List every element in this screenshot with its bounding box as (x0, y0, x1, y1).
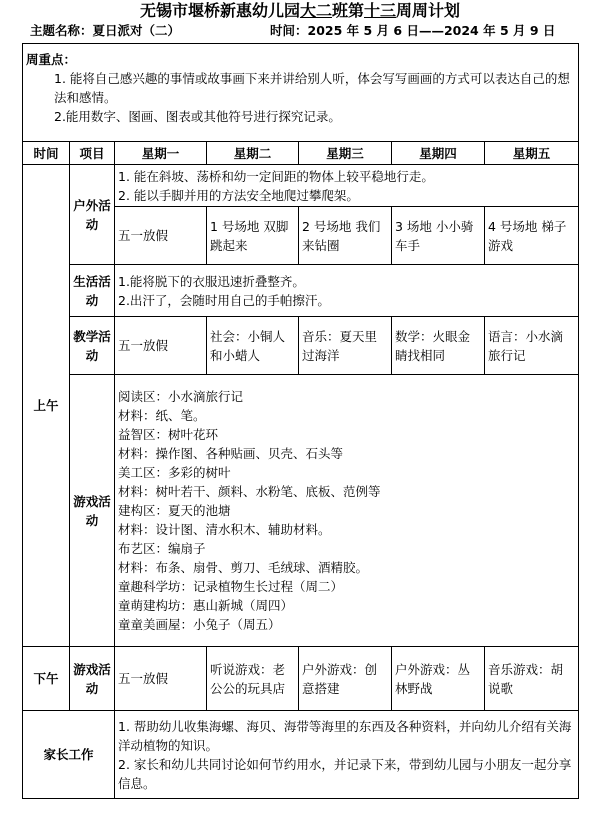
teaching-thu: 数学：火眼金睛找相同 (392, 317, 485, 375)
header-row (23, 142, 579, 165)
game-line: 童萌建构坊：惠山新城（周四） (118, 598, 294, 613)
time-range: 时间：2025 年 5 月 6 日——2024 年 5 月 9 日 (270, 23, 556, 38)
outdoor-thu: 3 场地 小小骑车手 (392, 207, 485, 265)
title-class: 大二 (299, 1, 332, 20)
pm-game-wed: 户外游戏：创意搭建 (299, 647, 392, 711)
parents-item: 2. 家长和幼儿共同讨论如何节约用水，并记录下来，带到幼儿园与小朋友一起分享信息。 (118, 756, 572, 791)
teaching-fri: 语言：小水滴旅行记 (485, 317, 579, 375)
title-suffix: 周周计划 (396, 1, 461, 20)
outdoor-label: 户外活动 (70, 165, 115, 265)
outdoor-goals (115, 165, 579, 207)
life-item: 1.能将脱下的衣服迅速折叠整齐。 (118, 273, 305, 289)
header-tue: 星期二 (207, 142, 299, 165)
game-line: 材料：纸、笔。 (118, 408, 206, 423)
game-lines (118, 387, 575, 634)
afternoon-label: 下午 (23, 647, 70, 711)
game-content (115, 375, 579, 647)
life-label: 生活活动 (70, 265, 115, 317)
parents-item: 1. 帮助幼儿收集海螺、海贝、海带等海里的东西及各种资料，并向幼儿介绍有关海洋动植物的知识。 (118, 718, 572, 753)
theme-name: 主题名称：夏日派对（二） (30, 23, 181, 38)
outdoor-fri: 4 号场地 梯子游戏 (485, 207, 579, 265)
pm-game-tue: 听说游戏：老公公的玩具店 (207, 647, 299, 711)
header-fri: 星期五 (485, 142, 579, 165)
header-mon: 星期一 (115, 142, 207, 165)
outdoor-mon: 五一放假 (115, 207, 207, 265)
game-line: 美工区：多彩的树叶 (118, 465, 231, 480)
teaching-mon: 五一放假 (115, 317, 207, 375)
game-line: 布艺区：编扇子 (118, 541, 206, 556)
pm-game-mon: 五一放假 (115, 647, 207, 711)
title-school: 无锡市堰桥新惠幼儿园 (139, 1, 300, 20)
pm-game-thu: 户外游戏：丛林野战 (392, 647, 485, 711)
outdoor-goal: 2. 能以手脚并用的方法安全地爬过攀爬架。 (118, 187, 359, 203)
game-line: 阅读区：小水滴旅行记 (118, 389, 244, 404)
title-mid: 班第 (331, 1, 364, 20)
pm-game-fri: 音乐游戏：胡说歌 (485, 647, 579, 711)
header-wed: 星期三 (299, 142, 392, 165)
teaching-tue: 社会：小铜人和小蜡人 (207, 317, 299, 375)
focus-heading: 周重点： (26, 52, 77, 67)
pm-game-label: 游戏活动 (70, 647, 115, 711)
header-time: 时间 (23, 142, 70, 165)
parents-label: 家长工作 (23, 711, 115, 799)
outdoor-wed: 2 号场地 我们来钻圈 (299, 207, 392, 265)
teaching-label: 教学活动 (70, 317, 115, 375)
game-line: 材料：树叶若干、颜料、水粉笔、底板、范例等 (118, 484, 381, 499)
game-line: 材料：布条、扇骨、剪刀、毛绒球、酒精胶。 (118, 560, 369, 575)
life-items (115, 265, 579, 317)
focus-item: 1. 能将自己感兴趣的事情或故事画下来并讲给别人听，体会写写画画的方式可以表达自己的想法和感情。 (54, 71, 570, 105)
game-line: 益智区：树叶花环 (118, 427, 219, 442)
game-line: 童趣科学坊：记录植物生长过程（周二） (118, 579, 344, 594)
game-line: 童童美画屋：小兔子（周五） (118, 617, 281, 632)
outdoor-goal: 1. 能在斜坡、荡桥和幼一定间距的物体上较平稳地行走。 (118, 168, 434, 184)
parents-items (115, 711, 579, 799)
life-item: 2.出汗了，会随时用自己的手帕擦汗。 (118, 292, 330, 308)
week-focus (23, 44, 579, 142)
teaching-wed: 音乐：夏天里过海洋 (299, 317, 392, 375)
title-week: 十三 (364, 1, 397, 20)
page-title (0, 0, 600, 22)
focus-item: 2.能用数字、图画、图表或其他符号进行探究记录。 (54, 109, 341, 124)
weekly-plan-table (22, 43, 579, 799)
game-line: 建构区：夏天的池塘 (118, 503, 231, 518)
game-line: 材料：设计图、清水积木、辅助材料。 (118, 522, 331, 537)
header-item: 项目 (70, 142, 115, 165)
header-thu: 星期四 (392, 142, 485, 165)
morning-label: 上午 (23, 165, 70, 647)
outdoor-tue: 1 号场地 双脚跳起来 (207, 207, 299, 265)
game-line: 材料：操作图、各种贴画、贝壳、石头等 (118, 446, 344, 461)
game-label: 游戏活动 (70, 375, 115, 647)
